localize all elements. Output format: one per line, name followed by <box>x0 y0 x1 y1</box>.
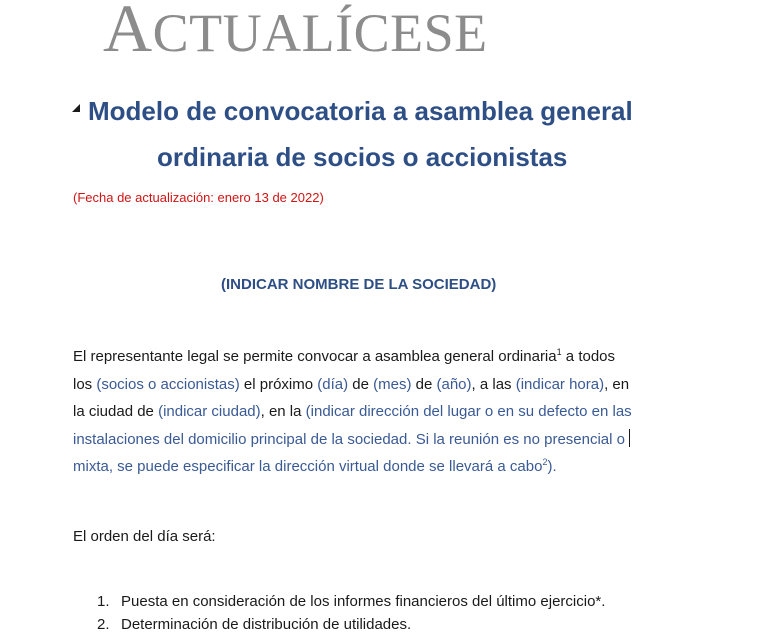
paragraph-line-1 <box>73 343 673 371</box>
list-item <box>97 590 605 613</box>
text-run: , a las <box>471 375 516 393</box>
placeholder-mes: (mes) <box>373 375 412 393</box>
placeholder-ciudad: (indicar ciudad) <box>158 403 261 420</box>
paragraph-line-4 <box>73 426 673 454</box>
placeholder-direccion: (indicar dirección del lugar o en su defecto en las <box>305 403 632 420</box>
text-run: el próximo <box>239 375 318 393</box>
text-run: de <box>411 375 437 393</box>
placeholder-direccion-cont: instalaciones del domicilio principal de la sociedad. Si la reunión es no presencial o <box>73 430 625 448</box>
text-run: a todos <box>561 348 616 365</box>
actualicese-logo <box>103 0 488 56</box>
list-number: 2. <box>97 616 110 633</box>
company-name-placeholder: (INDICAR NOMBRE DE LA SOCIEDAD) <box>221 276 497 293</box>
collapse-triangle-icon[interactable] <box>72 104 80 112</box>
list-number: 1. <box>97 593 110 610</box>
text-run: los <box>73 375 97 393</box>
list-item-text: Puesta en consideración de los informes financieros del último ejercicio*. <box>121 593 606 610</box>
title-line-1: Modelo de convocatoria a asamblea general <box>88 96 633 126</box>
paragraph-line-3 <box>73 398 673 426</box>
list-item <box>97 613 605 636</box>
logo-initial: A <box>103 0 153 56</box>
list-item-text: Determinación de distribución de utilidades. <box>121 616 412 633</box>
text-run: ). <box>547 458 557 475</box>
agenda-list <box>97 590 605 636</box>
convocation-paragraph <box>73 343 673 481</box>
text-run: la ciudad de <box>73 403 159 420</box>
placeholder-ano: (año) <box>436 375 472 393</box>
text-run: de <box>348 375 374 393</box>
agenda-intro: El orden del día será: <box>73 528 216 545</box>
placeholder-socios: (socios o accionistas) <box>96 375 240 393</box>
footnote-ref-2[interactable]: 2 <box>542 457 548 467</box>
placeholder-dia: (día) <box>317 375 349 393</box>
update-date: (Fecha de actualización: enero 13 de 2022) <box>73 190 324 205</box>
document-title <box>88 88 688 180</box>
title-line-2: ordinaria de socios o accionistas <box>157 142 568 172</box>
placeholder-hora: (indicar hora) <box>515 375 605 393</box>
paragraph-line-5 <box>73 453 673 481</box>
footnote-ref-1[interactable]: 1 <box>556 347 562 357</box>
text-cursor <box>629 429 630 447</box>
text-run: , en <box>604 375 630 393</box>
text-run: El representante legal se permite convocar a asamblea general ordinaria <box>73 348 557 365</box>
logo-rest: CTUALÍCESE <box>152 3 488 56</box>
text-run: , en la <box>260 403 306 420</box>
placeholder-direccion-virtual: mixta, se puede especificar la dirección virtual donde se llevará a cabo <box>73 458 543 475</box>
paragraph-line-2 <box>73 371 673 399</box>
